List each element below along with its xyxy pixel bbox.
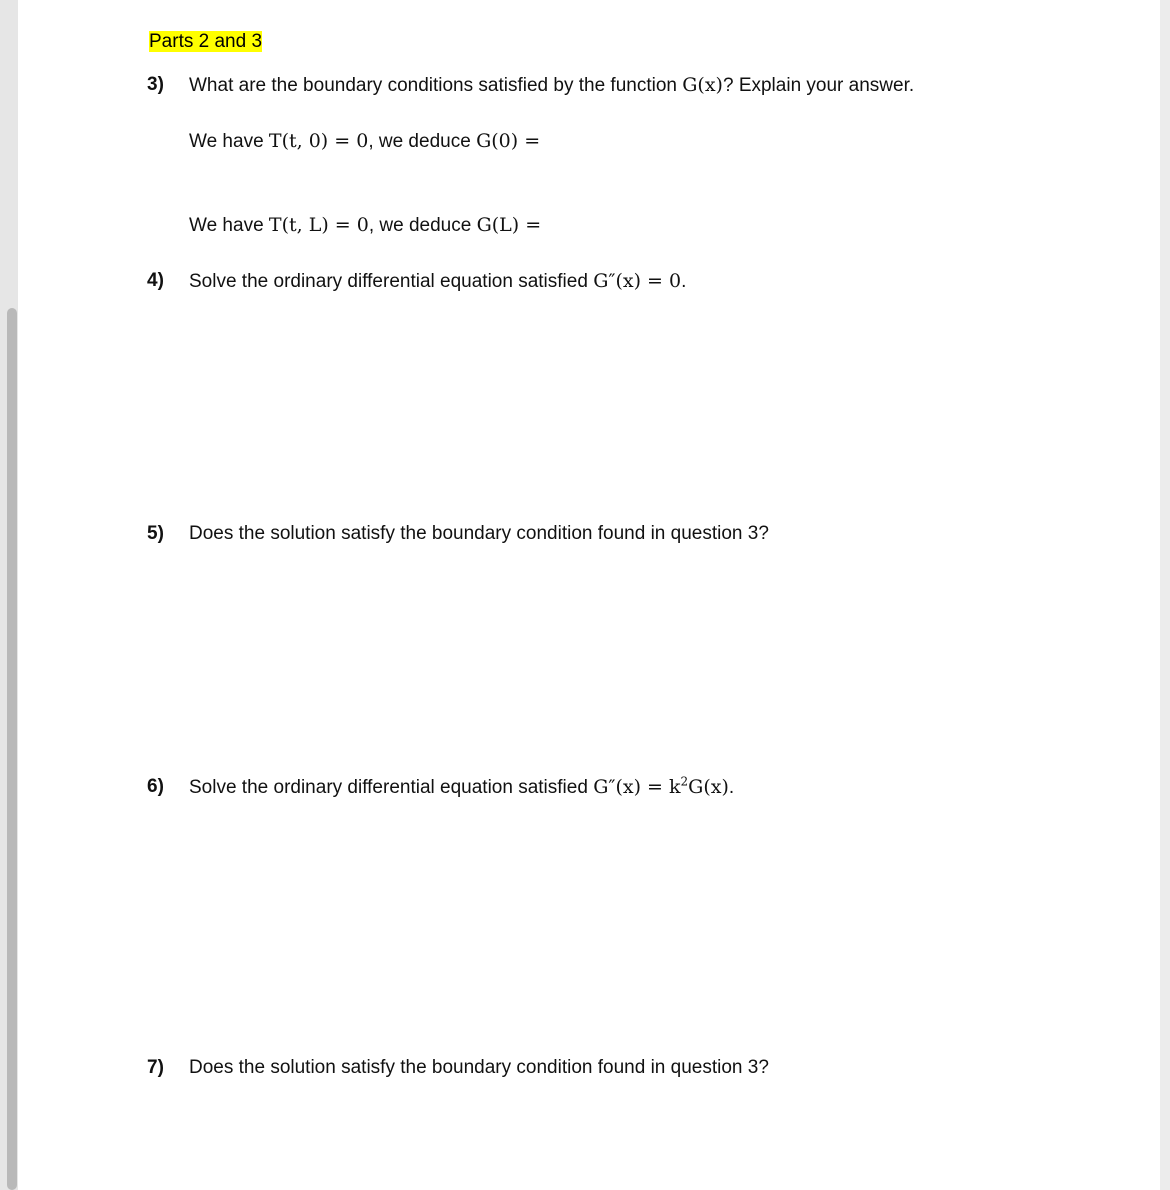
question-number: 3) bbox=[147, 74, 164, 95]
math-expression: G(x) bbox=[682, 74, 723, 96]
question-text-part: Solve the ordinary differential equation satisfied bbox=[189, 777, 594, 798]
question-text: Does the solution satisfy the boundary condition found in question 3? bbox=[189, 1057, 769, 1078]
question-text bbox=[189, 73, 914, 98]
question-text-end: . bbox=[728, 777, 735, 798]
subitem-boundary-0 bbox=[189, 129, 540, 154]
math-part: G″(x) = k bbox=[593, 776, 681, 798]
subitem-boundary-L bbox=[189, 213, 541, 238]
section-heading bbox=[147, 30, 264, 54]
document-page bbox=[18, 0, 1160, 1190]
question-number: 4) bbox=[147, 270, 164, 291]
question-text-part: Solve the ordinary differential equation satisfied bbox=[189, 271, 594, 292]
right-gutter bbox=[1160, 0, 1170, 1190]
subitem-text: , we deduce bbox=[368, 215, 477, 236]
math-expression bbox=[593, 776, 729, 798]
math-superscript: 2 bbox=[680, 774, 689, 789]
scrollbar-thumb[interactable] bbox=[7, 308, 17, 1190]
subitem-text: We have bbox=[189, 131, 269, 152]
math-part: G(x) bbox=[688, 776, 729, 798]
question-number: 5) bbox=[147, 523, 164, 544]
math-expression: T(t, L) = 0 bbox=[268, 214, 369, 236]
math-expression: T(t, 0) = 0 bbox=[268, 130, 369, 152]
heading-highlight: Parts 2 and 3 bbox=[149, 31, 263, 52]
question-text-part: What are the boundary conditions satisfied by the function bbox=[189, 75, 683, 96]
question-text: Does the solution satisfy the boundary condition found in question 3? bbox=[189, 523, 769, 544]
question-number: 7) bbox=[147, 1057, 164, 1078]
question-text-end: ? Explain your answer. bbox=[722, 75, 915, 96]
vertical-scrollbar[interactable] bbox=[0, 0, 18, 1190]
subitem-text: We have bbox=[189, 215, 269, 236]
question-text bbox=[189, 269, 686, 294]
math-expression: G(0) = bbox=[476, 130, 541, 152]
question-text bbox=[189, 775, 734, 800]
question-number: 6) bbox=[147, 776, 164, 797]
subitem-text: , we deduce bbox=[368, 131, 477, 152]
math-expression: G(L) = bbox=[476, 214, 542, 236]
math-expression: G″(x) = 0 bbox=[593, 270, 682, 292]
question-text-end: . bbox=[681, 271, 687, 292]
